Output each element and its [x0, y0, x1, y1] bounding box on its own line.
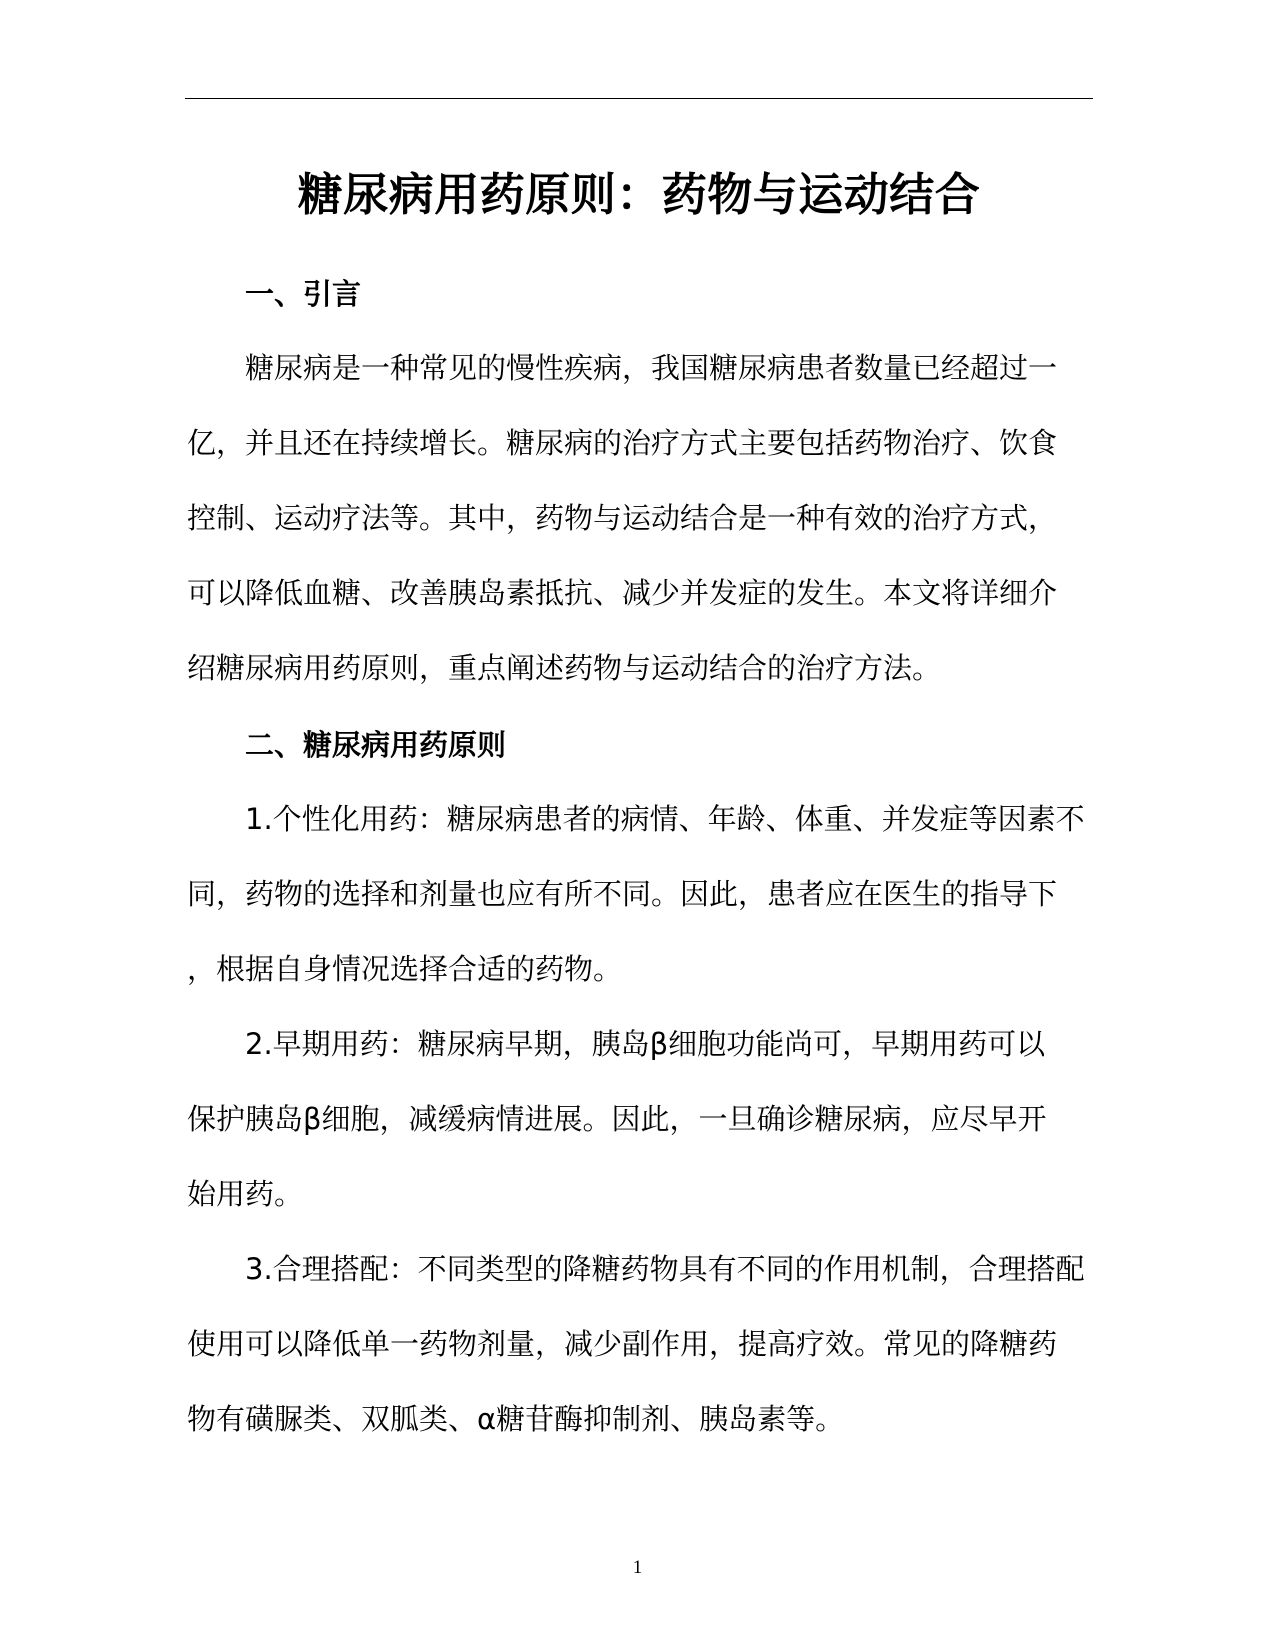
paragraph-line: 亿，并且还在持续增长。糖尿病的治疗方式主要包括药物治疗、饮食 — [187, 426, 1058, 460]
paragraph-line: 保护胰岛β细胞，减缓病情进展。因此，一旦确诊糖尿病，应尽早开 — [187, 1102, 1047, 1136]
principle-paragraph-early — [187, 1007, 1095, 1232]
paragraph-line: 使用可以降低单一药物剂量，减少副作用，提高疗效。常见的降糖药 — [187, 1327, 1058, 1361]
paragraph-line: 糖尿病是一种常见的慢性疾病，我国糖尿病患者数量已经超过一 — [245, 351, 1058, 385]
principle-paragraph-combination — [187, 1232, 1095, 1457]
paragraph-line: 物有磺脲类、双胍类、α糖苷酶抑制剂、胰岛素等。 — [187, 1402, 845, 1436]
principle-paragraph-personalized — [187, 782, 1095, 1007]
paragraph-line: 1.个性化用药：糖尿病患者的病情、年龄、体重、并发症等因素不 — [245, 802, 1085, 836]
paragraph-line: 控制、运动疗法等。其中，药物与运动结合是一种有效的治疗方式， — [187, 501, 1058, 535]
paragraph-line: 3.合理搭配：不同类型的降糖药物具有不同的作用机制，合理搭配 — [245, 1252, 1085, 1286]
page-number: 1 — [632, 1557, 643, 1578]
intro-paragraph — [187, 331, 1095, 706]
header-rule — [185, 98, 1093, 99]
section-heading-introduction: 一、引言 — [245, 277, 362, 311]
page-title: 糖尿病用药原则：药物与运动结合 — [297, 168, 981, 221]
paragraph-line: 可以降低血糖、改善胰岛素抵抗、减少并发症的发生。本文将详细介 — [187, 576, 1058, 610]
paragraph-line: ，根据自身情况选择合适的药物。 — [187, 952, 623, 986]
paragraph-line: 始用药。 — [187, 1177, 304, 1211]
paragraph-line: 同，药物的选择和剂量也应有所不同。因此，患者应在医生的指导下 — [187, 877, 1058, 911]
section-heading-medication-principles: 二、糖尿病用药原则 — [245, 728, 507, 762]
paragraph-line: 2.早期用药：糖尿病早期，胰岛β细胞功能尚可，早期用药可以 — [245, 1027, 1046, 1061]
paragraph-line: 绍糖尿病用药原则，重点阐述药物与运动结合的治疗方法。 — [187, 651, 942, 685]
